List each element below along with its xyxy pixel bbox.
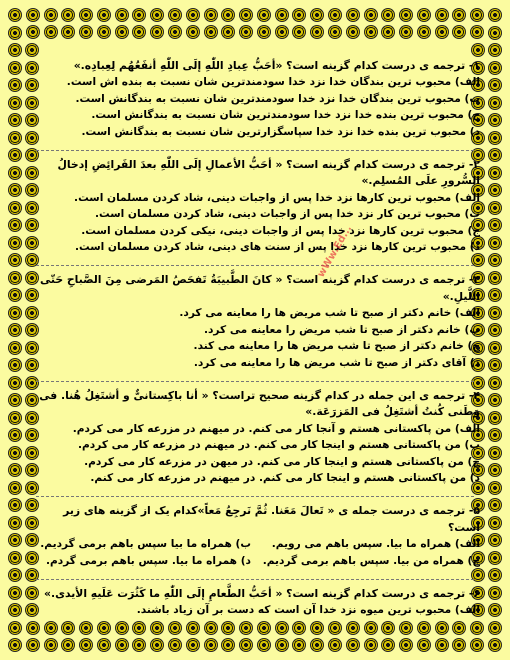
border-ornament xyxy=(8,516,22,530)
border-ornament xyxy=(239,621,253,635)
border-ornament xyxy=(417,25,431,39)
border-ornament xyxy=(44,638,58,652)
option: د) محبوب ترین بنده خدا نزد خدا سپاسگزارترین شان نسبت به بندگانش است. xyxy=(81,125,480,138)
border-ornament xyxy=(488,288,502,302)
border-ornament xyxy=(488,621,502,635)
border-ornament xyxy=(61,638,75,652)
divider xyxy=(36,579,474,580)
border-ornament xyxy=(115,25,129,39)
border-ornament xyxy=(204,638,218,652)
border-ornament xyxy=(8,603,22,617)
question-title: ۵- ترجمه ی درست جمله ی « تَعالَ مَعَنا. ثُمَّ نَرجِعُ مَعاً»کدام یک از گزینه های زیر است؟ xyxy=(63,504,480,534)
border-ornament xyxy=(79,25,93,39)
border-ornament xyxy=(488,78,502,92)
border-ornament xyxy=(186,621,200,635)
border-ornament xyxy=(26,8,40,22)
border-ornament xyxy=(346,621,360,635)
border-ornament xyxy=(328,8,342,22)
border-ornament xyxy=(61,8,75,22)
border-ornament xyxy=(435,621,449,635)
border-ornament xyxy=(8,201,22,215)
border-ornament xyxy=(115,638,129,652)
border-ornament xyxy=(115,8,129,22)
border-ornament xyxy=(488,61,502,75)
border-ornament xyxy=(8,61,22,75)
border-ornament xyxy=(150,621,164,635)
border-ornament xyxy=(488,463,502,477)
border-ornament xyxy=(452,638,466,652)
border-ornament xyxy=(488,148,502,162)
border-ornament xyxy=(221,638,235,652)
border-ornament xyxy=(292,638,306,652)
border-ornament xyxy=(310,25,324,39)
border-ornament xyxy=(8,288,22,302)
border-ornament xyxy=(8,113,22,127)
border-ornament xyxy=(8,463,22,477)
option: ج) محبوب ترین کارها نزد خدا پس از واجبات دینی، نیکی کردن مسلمان است. xyxy=(81,224,480,237)
border-ornament xyxy=(132,621,146,635)
border-ornament xyxy=(257,8,271,22)
border-ornament xyxy=(364,8,378,22)
border-ornament xyxy=(275,638,289,652)
border-ornament xyxy=(97,8,111,22)
border-ornament xyxy=(488,8,502,22)
option: الف) محبوب ترین کارها نزد خدا پس از واجبات دینی، شاد کردن مسلمان است. xyxy=(74,191,480,204)
border-ornament xyxy=(452,8,466,22)
border-ornament xyxy=(488,516,502,530)
border-ornament xyxy=(150,25,164,39)
border-ornament xyxy=(488,376,502,390)
border-ornament xyxy=(25,43,39,57)
border-ornament xyxy=(8,148,22,162)
border-ornament xyxy=(381,8,395,22)
border-ornament xyxy=(399,25,413,39)
border-ornament xyxy=(8,481,22,495)
border-ornament xyxy=(8,218,22,232)
border-ornament xyxy=(435,25,449,39)
divider xyxy=(36,496,474,497)
border-ornament xyxy=(488,26,502,40)
worksheet xyxy=(30,58,480,617)
border-ornament xyxy=(399,638,413,652)
border-ornament xyxy=(8,341,22,355)
question-2 xyxy=(30,157,480,258)
border-ornament xyxy=(8,358,22,372)
option-grid xyxy=(30,536,480,569)
border-ornament xyxy=(8,586,22,600)
border-ornament xyxy=(8,271,22,285)
border-ornament xyxy=(488,586,502,600)
border-ornament xyxy=(488,113,502,127)
border-ornament xyxy=(26,638,40,652)
border-ornament xyxy=(8,183,22,197)
question-title: ۶- ترجمه ی درست کدام گزینه است؟ « أحَبُّ الطَّعامِ إلَی اللّٰهِ ما کَثُرَت عَلَیهِ الأیدی.» xyxy=(44,586,480,600)
option: الف) من پاکستانی هستم و آنجا کار می کنم. در میهنم در مزرعه کار می کردم. xyxy=(72,422,480,435)
border-ornament xyxy=(452,25,466,39)
option: ج) خانم دکتر از صبح تا شب مریض ها را معاینه می کند. xyxy=(193,340,480,353)
question-3 xyxy=(30,272,480,373)
border-ornament xyxy=(8,131,22,145)
border-ornament xyxy=(488,393,502,407)
border-ornament xyxy=(488,358,502,372)
border-ornament xyxy=(417,8,431,22)
border-ornament xyxy=(435,638,449,652)
border-ornament xyxy=(488,201,502,215)
border-ornament xyxy=(186,638,200,652)
border-ornament xyxy=(488,638,502,652)
border-ornament xyxy=(381,25,395,39)
option: ب) خانم دکتر از صبح تا شب مریض را معاینه می کرد. xyxy=(203,323,480,336)
border-ornament xyxy=(150,8,164,22)
border-ornament xyxy=(79,621,93,635)
question-title: ۱- ترجمه ی درست کدام گزینه است؟ «أحَبُّ عِبادِ اللّٰهِ إلَی اللّٰهِ أنفَعُهُم لِعِبادِه.» xyxy=(73,59,480,72)
border-ornament xyxy=(8,8,22,22)
border-ornament xyxy=(239,638,253,652)
option: ج) همراه من بیا. سپس باهم برمی گردیم. xyxy=(262,554,480,567)
border-ornament xyxy=(328,25,342,39)
border-ornament xyxy=(488,568,502,582)
border-ornament xyxy=(488,253,502,267)
border-ornament xyxy=(488,96,502,110)
border-ornament xyxy=(168,8,182,22)
border-ornament xyxy=(186,25,200,39)
border-ornament xyxy=(310,621,324,635)
border-ornament xyxy=(381,638,395,652)
option: د) همراه ما بیا. سپس باهم برمی گردم. xyxy=(45,554,251,567)
border-ornament xyxy=(44,621,58,635)
border-ornament xyxy=(8,446,22,460)
border-ornament xyxy=(26,621,40,635)
border-ornament xyxy=(239,25,253,39)
option: د) آقای دکتر از صبح تا شب مریض ها را معاینه می کرد. xyxy=(193,356,480,369)
border-ornament xyxy=(328,621,342,635)
border-ornament xyxy=(488,166,502,180)
question-1 xyxy=(30,58,480,143)
border-ornament xyxy=(470,8,484,22)
border-ornament xyxy=(488,428,502,442)
border-ornament xyxy=(61,621,75,635)
border-ornament xyxy=(97,638,111,652)
option: ج) محبوب ترین بنده خدا نزد خدا سودمندترین شان نسبت به بندگانش است. xyxy=(91,109,480,122)
border-ornament xyxy=(399,8,413,22)
border-ornament xyxy=(8,411,22,425)
question-5 xyxy=(30,503,480,572)
border-ornament xyxy=(275,8,289,22)
border-ornament xyxy=(8,26,22,40)
border-ornament xyxy=(97,25,111,39)
border-ornament xyxy=(8,551,22,565)
divider xyxy=(36,150,474,151)
border-ornament xyxy=(488,446,502,460)
border-ornament xyxy=(257,638,271,652)
border-ornament xyxy=(239,8,253,22)
border-ornament xyxy=(221,621,235,635)
border-ornament xyxy=(399,621,413,635)
option: د) محبوب ترین کارها نزد خدا پس از سنت های دینی، شاد کردن مسلمان است. xyxy=(74,241,480,254)
border-ornament xyxy=(8,78,22,92)
border-ornament xyxy=(417,638,431,652)
border-ornament xyxy=(488,603,502,617)
border-ornament xyxy=(8,236,22,250)
border-ornament xyxy=(204,25,218,39)
border-ornament xyxy=(168,25,182,39)
border-ornament xyxy=(8,638,22,652)
border-ornament xyxy=(346,8,360,22)
border-ornament xyxy=(292,621,306,635)
border-ornament xyxy=(221,25,235,39)
option: ب) محبوب ترین کار نزد خدا پس از واجبات دینی، شاد کردن مسلمان است. xyxy=(94,208,480,221)
border-ornament xyxy=(257,621,271,635)
question-title: ۲- ترجمه ی درست کدام گزینه است؟ « أحَبُّ الأعمالِ إلَی اللّٰهِ بعدَ الفَرائِضِ إدخالُ السُّرورِ علَی المُسلِم.» xyxy=(57,158,480,188)
border-ornament xyxy=(488,271,502,285)
border-ornament xyxy=(8,253,22,267)
border-ornament xyxy=(8,323,22,337)
border-ornament xyxy=(115,621,129,635)
border-ornament xyxy=(452,621,466,635)
option: الف) خانم دکتر از صبح تا شب مریض ها را معاینه می کرد. xyxy=(179,307,480,320)
option: الف) محبوب ترین میوه نزد خدا آن است که دست بر آن زیاد باشند. xyxy=(136,604,480,617)
border-ornament xyxy=(275,621,289,635)
border-ornament xyxy=(186,8,200,22)
border-ornament xyxy=(470,621,484,635)
question-title: ۳- ترجمه ی درست کدام گزینه است؟ « کانَ الطَّبیبَةُ تَفحَصُ المَرضی مِنَ الصَّباحِ حَتّی اللَّیلِ.» xyxy=(40,273,480,303)
border-ornament xyxy=(168,621,182,635)
border-ornament xyxy=(150,638,164,652)
border-ornament xyxy=(132,8,146,22)
border-ornament xyxy=(292,8,306,22)
border-ornament xyxy=(470,638,484,652)
border-ornament xyxy=(79,638,93,652)
border-ornament xyxy=(26,25,40,39)
border-ornament xyxy=(310,638,324,652)
border-ornament xyxy=(488,131,502,145)
option: الف) همراه ما بیا. سپس باهم می رویم. xyxy=(271,538,480,551)
border-ornament xyxy=(488,411,502,425)
border-ornament xyxy=(257,25,271,39)
option: ب) من پاکستانی هستم و اینجا کار می کنم. در میهنم در مزرعه کار می کردم. xyxy=(78,439,480,452)
border-ornament xyxy=(221,8,235,22)
option: ب) همراه ما بیا سپس باهم برمی گردیم. xyxy=(40,538,251,551)
border-ornament xyxy=(8,43,22,57)
border-ornament xyxy=(417,621,431,635)
border-ornament xyxy=(8,568,22,582)
border-ornament xyxy=(97,621,111,635)
border-ornament xyxy=(488,481,502,495)
border-ornament xyxy=(488,183,502,197)
border-ornament xyxy=(488,498,502,512)
border-ornament xyxy=(488,533,502,547)
question-4 xyxy=(30,388,480,489)
divider xyxy=(36,265,474,266)
option: ب) محبوب ترین بندگان خدا نزد خدا سودمندترین شان نسبت به بندگانش است. xyxy=(75,92,480,105)
border-ornament xyxy=(364,621,378,635)
border-ornament xyxy=(61,25,75,39)
option: الف) محبوب ترین بندگان خدا نزد خدا سودمندترین شان نسبت به بنده اش است. xyxy=(66,76,480,89)
question-6 xyxy=(30,586,480,622)
border-ornament xyxy=(364,638,378,652)
border-ornament xyxy=(168,638,182,652)
border-ornament xyxy=(44,25,58,39)
border-ornament xyxy=(435,8,449,22)
option: د) من پاکستانی هستم و اینجا کار می کنم. در میهنم در مزرعه کار می کنم. xyxy=(90,471,480,484)
border-ornament xyxy=(8,498,22,512)
border-ornament xyxy=(488,551,502,565)
border-ornament xyxy=(8,166,22,180)
option: ج) من پاکستانی هستم و اینجا کار می کنم. در میهن در مزرعه کار می کردم. xyxy=(84,455,480,468)
border-ornament xyxy=(275,25,289,39)
border-ornament xyxy=(310,8,324,22)
border-ornament xyxy=(346,25,360,39)
border-ornament xyxy=(8,621,22,635)
border-ornament xyxy=(328,638,342,652)
border-ornament xyxy=(132,25,146,39)
border-ornament xyxy=(132,638,146,652)
border-ornament xyxy=(79,8,93,22)
question-title: ۴- ترجمه ی این جمله در کدام گزینه صحیح تراست؟ « أنا باکِستانیٌّ و أشتَغِلُ هُنا. فی وَطَنی کُنتُ أشتَغِلُ فی المَزرَعَة.» xyxy=(39,388,480,419)
border-ornament xyxy=(8,393,22,407)
border-ornament xyxy=(364,25,378,39)
border-ornament xyxy=(488,323,502,337)
border-ornament xyxy=(44,8,58,22)
border-ornament xyxy=(470,25,484,39)
border-ornament xyxy=(204,8,218,22)
border-ornament xyxy=(8,428,22,442)
border-ornament xyxy=(488,306,502,320)
border-ornament xyxy=(488,236,502,250)
border-ornament xyxy=(471,43,485,57)
border-ornament xyxy=(488,218,502,232)
watermark: wWw.Ed... xyxy=(315,223,355,280)
border-ornament xyxy=(292,25,306,39)
border-ornament xyxy=(8,306,22,320)
border-ornament xyxy=(8,96,22,110)
border-ornament xyxy=(8,376,22,390)
divider xyxy=(36,381,474,382)
border-ornament xyxy=(488,43,502,57)
border-ornament xyxy=(8,533,22,547)
border-ornament xyxy=(488,341,502,355)
border-ornament xyxy=(381,621,395,635)
border-ornament xyxy=(346,638,360,652)
border-ornament xyxy=(204,621,218,635)
